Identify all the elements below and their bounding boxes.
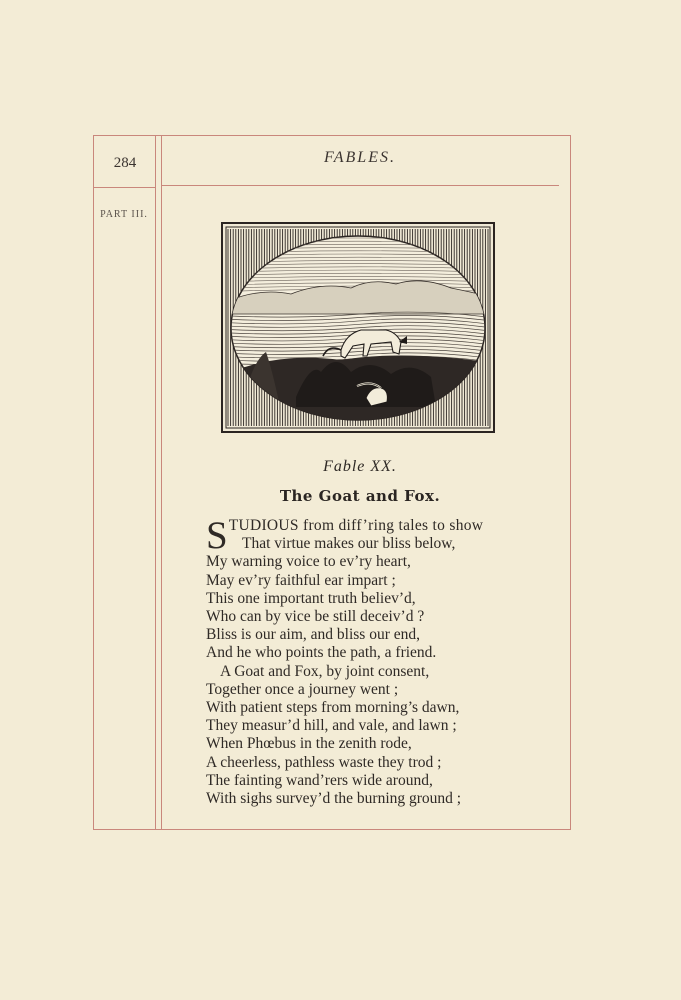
- header-rule-margin: [93, 187, 155, 188]
- poem-line: And he who points the path, a friend.: [206, 644, 437, 662]
- poem-line: A Goat and Fox, by joint consent,: [220, 662, 430, 680]
- fable-illustration: [221, 222, 495, 433]
- poem-line: Together once a journey went ;: [206, 680, 399, 698]
- poem-first-line-rest: TUDIOUS from diff’ring tales to show: [228, 517, 484, 534]
- poem-text: [206, 514, 536, 808]
- poem-line: They measur’d hill, and vale, and lawn ;: [206, 717, 457, 735]
- poem-line: With patient steps from morning’s dawn,: [206, 699, 460, 717]
- drop-cap: S: [206, 514, 228, 557]
- poem-line: That virtue makes our bliss below,: [242, 535, 456, 553]
- fable-title: The Goat and Fox.: [279, 487, 441, 505]
- running-head: FABLES.: [324, 149, 396, 166]
- poem-line: A cheerless, pathless waste they trod ;: [206, 753, 442, 771]
- poem-line: With sighs survey’d the burning ground ;: [206, 790, 462, 808]
- poem-line: Bliss is our aim, and bliss our end,: [206, 626, 420, 644]
- part-label: PART III.: [100, 209, 148, 220]
- poem-line: The fainting wand’rers wide around,: [206, 771, 433, 789]
- poem-line: When Phœbus in the zenith rode,: [206, 735, 412, 753]
- header-rule-main: [161, 185, 559, 186]
- poem-line: May ev’ry faithful ear impart ;: [206, 571, 396, 589]
- margin-rule-right: [161, 135, 162, 830]
- poem-line: Who can by vice be still deceiv’d ?: [206, 608, 425, 626]
- poem-line: My warning voice to ev’ry heart,: [206, 553, 411, 571]
- poem-line: This one important truth believ’d,: [206, 589, 416, 607]
- margin-rule-left: [155, 135, 156, 830]
- fable-number: Fable XX.: [323, 458, 397, 475]
- woodcut-image: [221, 222, 495, 433]
- page-number: 284: [113, 155, 137, 171]
